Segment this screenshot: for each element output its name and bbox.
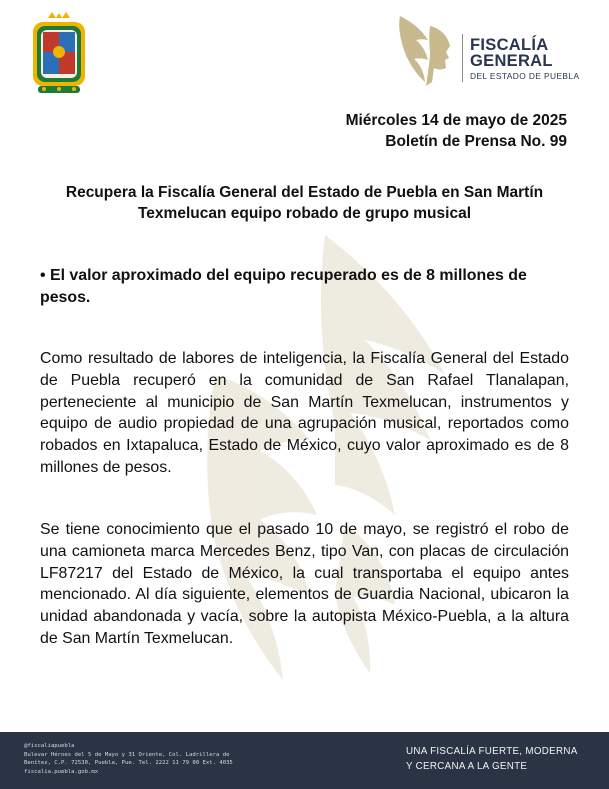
logo-text-fiscalia: FISCALÍA (470, 36, 549, 54)
logo-text-estado: DEL ESTADO DE PUEBLA (470, 71, 580, 81)
footer-slogan-line-1: UNA FISCALÍA FUERTE, MODERNA (406, 746, 578, 757)
footer-address-line-1: Bulevar Héroes del 5 de Mayo y 31 Oriente, Col. Ladrillera de (24, 751, 230, 758)
footer-website[interactable]: fiscalia.puebla.gob.mx (24, 768, 99, 775)
puebla-state-seal-icon (30, 12, 88, 96)
footer-slogan-line-2: Y CERCANA A LA GENTE (406, 761, 528, 772)
highlight-bullet: • El valor aproximado del equipo recuperado es de 8 millones de pesos. (40, 267, 527, 306)
footer-bar (0, 732, 609, 789)
body-paragraph-1: Como resultado de labores de inteligencia, la Fiscalía General del Estado de Puebla recuperó en la comunidad de San Rafael Tlanalapan, perteneciente al municipio de San Martín Texmelucan, instrumentos y equipo de audio propiedad de una agrupación musical, reportados como robados en Ixtapaluca, Estado de México, cuyo valor aproximado es de 8 millones de pesos. (40, 350, 569, 476)
body-paragraph-2: Se tiene conocimiento que el pasado 10 de mayo, se registró el robo de una camioneta marca Mercedes Benz, tipo Van, con placas de circulación LF87217 del Estado de México, la cual transportaba el equipo antes mencionado. Al día siguiente, elementos de Guardia Nacional, ubicaron la unidad abandonada y vacía, sobre la autopista México-Puebla, a la altura de San Martín Texmelucan. (40, 521, 569, 647)
bulletin-number: Boletín de Prensa No. 99 (385, 133, 567, 150)
footer-address-line-2: Benítez, C.P. 72530, Puebla, Pue. Tel. 2222 11 79 00 Ext. 4035 (24, 760, 233, 767)
fiscalia-head-emblem-icon (396, 12, 458, 90)
fiscalia-general-logo (396, 12, 592, 90)
footer-contact (24, 742, 233, 776)
footer-social-handle[interactable]: @fiscaliapuebla (24, 743, 75, 749)
dateline (346, 110, 567, 152)
logo-divider (462, 34, 463, 82)
logo-text-general: GENERAL (470, 52, 553, 70)
headline: Recupera la Fiscalía General del Estado de Puebla en San Martín Texmelucan equipo robado de grupo musical (65, 184, 544, 222)
footer-slogan (406, 744, 578, 774)
release-date: Miércoles 14 de mayo de 2025 (345, 112, 567, 129)
